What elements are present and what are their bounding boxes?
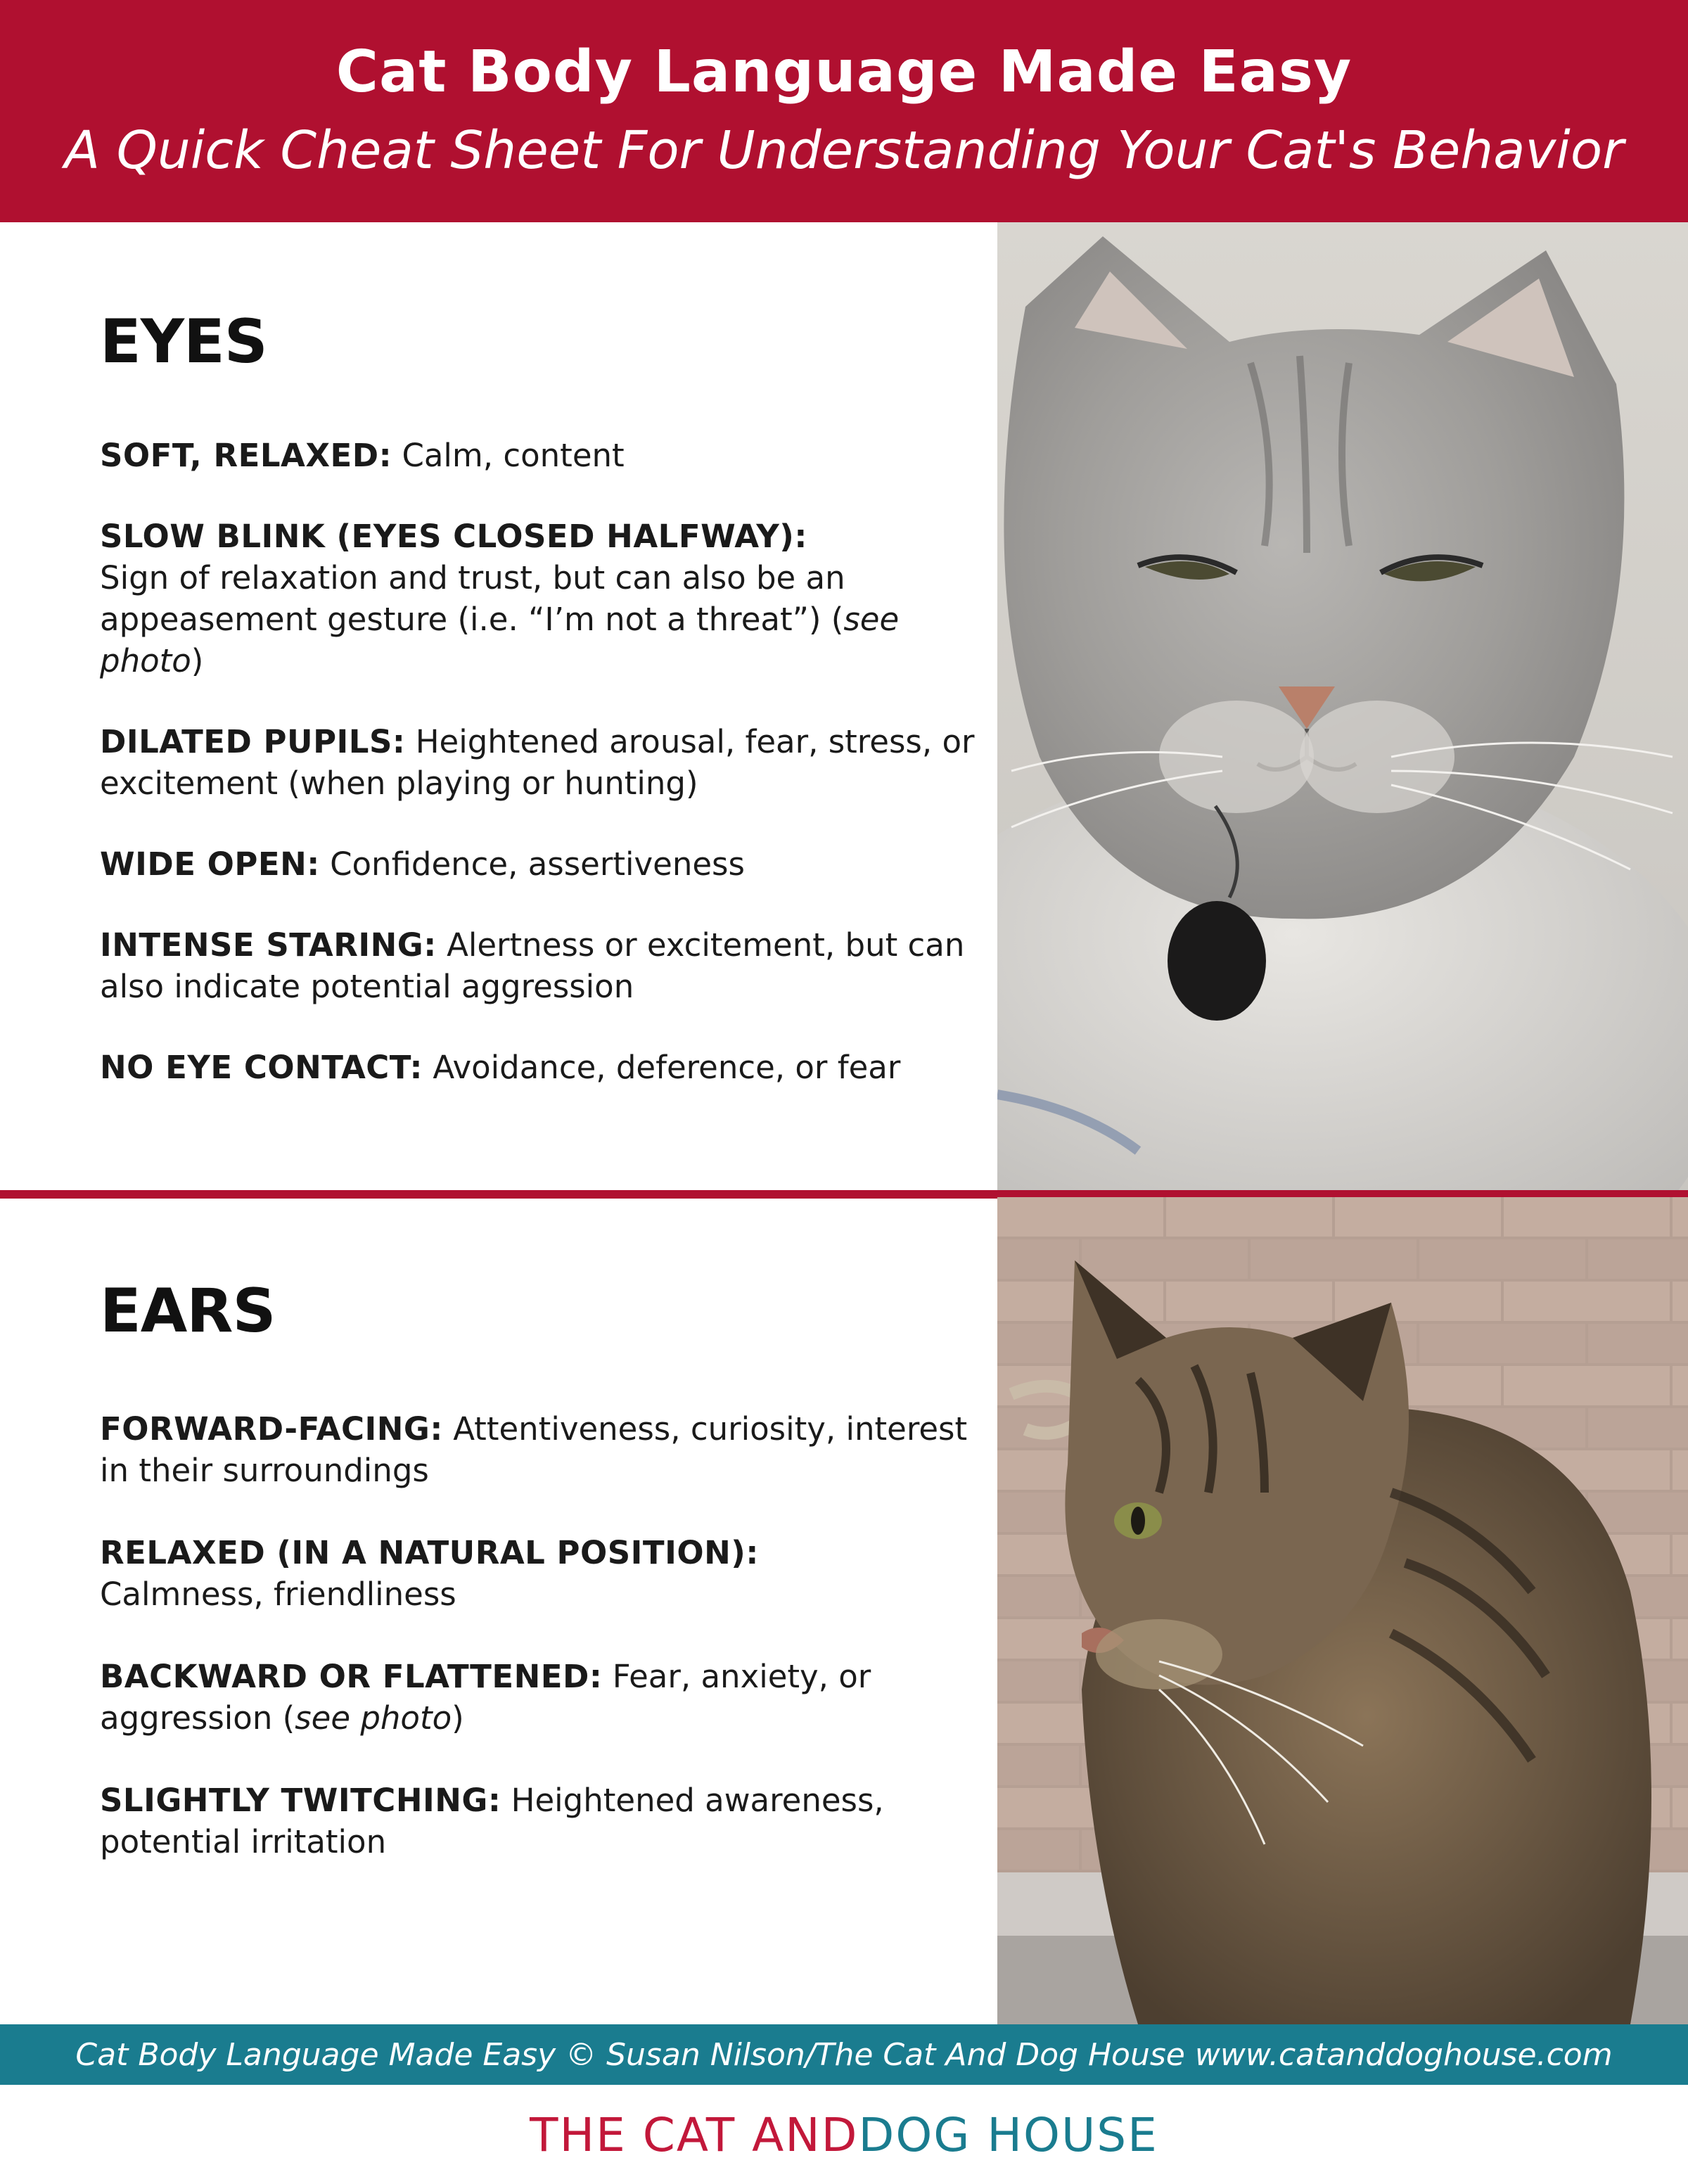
item-desc: Avoidance, deference, or fear: [433, 1049, 901, 1086]
footer-credit-band: [0, 2024, 1688, 2085]
grey-cat-photo: [997, 222, 1688, 1190]
eyes-item-dilated-pupils: [100, 721, 979, 804]
item-term: SLIGHTLY TWITCHING:: [100, 1782, 501, 1819]
item-term: DILATED PUPILS:: [100, 723, 406, 760]
header-banner: [0, 0, 1688, 222]
ears-item-backward-flattened: [100, 1656, 979, 1739]
item-desc-italic: see photo: [100, 601, 900, 679]
ears-item-slightly-twitching: [100, 1780, 979, 1863]
eyes-text-column: [100, 222, 979, 1088]
eyes-item-soft-relaxed: [100, 435, 979, 476]
item-desc: Sign of relaxation and trust, but can also be an appeasement gesture (i.e. “I’m not a threat”) (: [100, 559, 845, 638]
eyes-item-no-eye-contact: [100, 1047, 979, 1088]
eyes-item-wide-open: [100, 843, 979, 885]
footer-credit-text: Cat Body Language Made Easy © Susan Nilson/The Cat And Dog House www.catanddoghouse.com: [75, 2036, 1613, 2073]
item-desc: Alertness or excitement, but can also indicate potential aggression: [100, 926, 965, 1005]
item-desc-after: ): [191, 642, 204, 679]
page-title: Cat Body Language Made Easy: [335, 38, 1353, 106]
ears-heading: EARS: [100, 1276, 276, 1346]
item-term: BACKWARD OR FLATTENED:: [100, 1658, 603, 1695]
eyes-item-slow-blink: [100, 516, 979, 682]
item-desc: Fear, anxiety, or aggression (: [100, 1658, 871, 1737]
item-term: NO EYE CONTACT:: [100, 1049, 423, 1086]
item-desc: Heightened awareness, potential irritation: [100, 1782, 884, 1860]
item-term: WIDE OPEN:: [100, 845, 320, 883]
brand-logo-part2: DOG HOUSE: [858, 2107, 1158, 2162]
item-term: SLOW BLINK (EYES CLOSED HALFWAY):: [100, 518, 807, 555]
ears-item-relaxed: [100, 1532, 979, 1615]
brand-logo: [0, 2096, 1688, 2173]
eyes-item-intense-staring: [100, 924, 979, 1007]
tabby-cat-photo: [997, 1197, 1688, 2024]
item-desc: Heightened arousal, fear, stress, or excitement (when playing or hunting): [100, 723, 975, 802]
item-desc: Attentiveness, curiosity, interest in their surroundings: [100, 1410, 968, 1489]
brand-logo-part1: THE CAT AND: [530, 2107, 859, 2162]
item-term: FORWARD-FACING:: [100, 1410, 443, 1448]
item-desc: Confidence, assertiveness: [330, 845, 745, 883]
ears-text-column: [100, 1197, 979, 1863]
item-desc-italic: see photo: [295, 1699, 452, 1737]
item-term: SOFT, RELAXED:: [100, 437, 392, 474]
eyes-heading: EYES: [100, 307, 267, 377]
item-desc-after: ): [452, 1699, 464, 1737]
item-desc: Calm, content: [402, 437, 625, 474]
ears-item-forward-facing: [100, 1408, 979, 1491]
item-term: RELAXED (IN A NATURAL POSITION):: [100, 1534, 759, 1571]
page-subtitle: A Quick Cheat Sheet For Understanding Your Cat's Behavior: [64, 120, 1624, 181]
item-desc: Calmness, friendliness: [100, 1576, 456, 1613]
item-term: INTENSE STARING:: [100, 926, 437, 964]
